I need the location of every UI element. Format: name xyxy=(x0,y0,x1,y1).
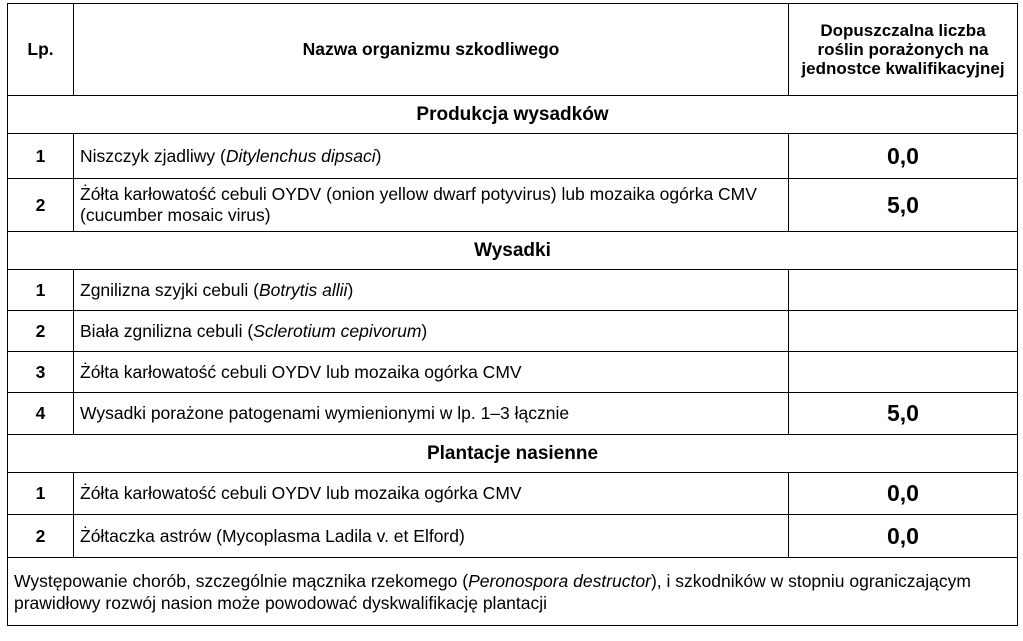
row-lp: 2 xyxy=(8,311,74,352)
header-value: Dopuszczalna liczba roślin porażonych na jednostce kwalifikacyjnej xyxy=(789,4,1018,96)
table-row xyxy=(8,311,1018,352)
row-name xyxy=(74,179,789,232)
table-row xyxy=(8,134,1018,179)
footnote-latin: Peronospora destructor xyxy=(468,570,651,591)
row-value: 5,0 xyxy=(789,179,1018,232)
row-lp: 2 xyxy=(8,515,74,558)
row-lp: 3 xyxy=(8,352,74,393)
table-row xyxy=(8,515,1018,558)
pest-tolerance-table xyxy=(7,3,1018,626)
row-name xyxy=(74,270,789,311)
footnote xyxy=(8,558,1018,626)
row-lp: 1 xyxy=(8,473,74,515)
name-text: Wysadki porażone patogenami wymienionymi w lp. 1–3 łącznie xyxy=(80,403,570,423)
name-latin: Botrytis allii xyxy=(258,279,348,300)
row-value xyxy=(789,270,1018,311)
row-lp: 2 xyxy=(8,179,74,232)
row-lp: 1 xyxy=(8,134,74,179)
row-value: 0,0 xyxy=(789,473,1018,515)
row-lp: 4 xyxy=(8,393,74,435)
row-value: 0,0 xyxy=(789,134,1018,179)
footnote-row xyxy=(8,558,1018,626)
section-title: Plantacje nasienne xyxy=(8,435,1018,473)
name-text: Zgnilizna szyjki cebuli ( xyxy=(80,279,259,300)
row-lp: 1 xyxy=(8,270,74,311)
section-title: Wysadki xyxy=(8,232,1018,270)
row-value xyxy=(789,352,1018,393)
name-text: Żółta karłowatość cebuli OYDV lub mozaika ogórka CMV xyxy=(80,483,522,503)
name-latin: Ditylenchus dipsaci xyxy=(225,145,376,166)
table-row xyxy=(8,179,1018,232)
row-name xyxy=(74,515,789,558)
header-name: Nazwa organizmu szkodliwego xyxy=(74,4,789,96)
row-value xyxy=(789,311,1018,352)
row-name xyxy=(74,352,789,393)
footnote-tail: ), i szkodników w stopniu ograniczającym prawidłowy rozwój nasion może powodować dyskwalifikację plantacji xyxy=(14,570,971,613)
header-row xyxy=(8,4,1018,96)
name-text: Żółta karłowatość cebuli OYDV (onion yellow dwarf potyvirus) lub mozaika ogórka CMV (cucumber mosaic virus) xyxy=(80,184,757,225)
section-title: Produkcja wysadków xyxy=(8,96,1018,134)
name-latin: Sclerotium cepivorum xyxy=(253,320,422,341)
name-tail: ) xyxy=(375,145,382,166)
name-text: Biała zgnilizna cebuli ( xyxy=(80,320,254,341)
name-text: Żółtaczka astrów (Mycoplasma Ladila v. et Elford) xyxy=(80,525,465,546)
table-row xyxy=(8,270,1018,311)
name-tail: ) xyxy=(421,320,428,341)
name-text: Niszczyk zjadliwy ( xyxy=(80,145,226,166)
row-name xyxy=(74,134,789,179)
table-row xyxy=(8,393,1018,435)
table-row xyxy=(8,473,1018,515)
section-row xyxy=(8,232,1018,270)
table-row xyxy=(8,352,1018,393)
footnote-text: Występowanie chorób, szczególnie mącznika rzekomego ( xyxy=(14,570,469,591)
header-lp: Lp. xyxy=(8,4,74,96)
section-row xyxy=(8,96,1018,134)
row-value: 5,0 xyxy=(789,393,1018,435)
row-name xyxy=(74,473,789,515)
row-name xyxy=(74,393,789,435)
row-name xyxy=(74,311,789,352)
name-tail: ) xyxy=(347,279,354,300)
name-text: Żółta karłowatość cebuli OYDV lub mozaika ogórka CMV xyxy=(80,361,522,382)
row-value: 0,0 xyxy=(789,515,1018,558)
section-row xyxy=(8,435,1018,473)
